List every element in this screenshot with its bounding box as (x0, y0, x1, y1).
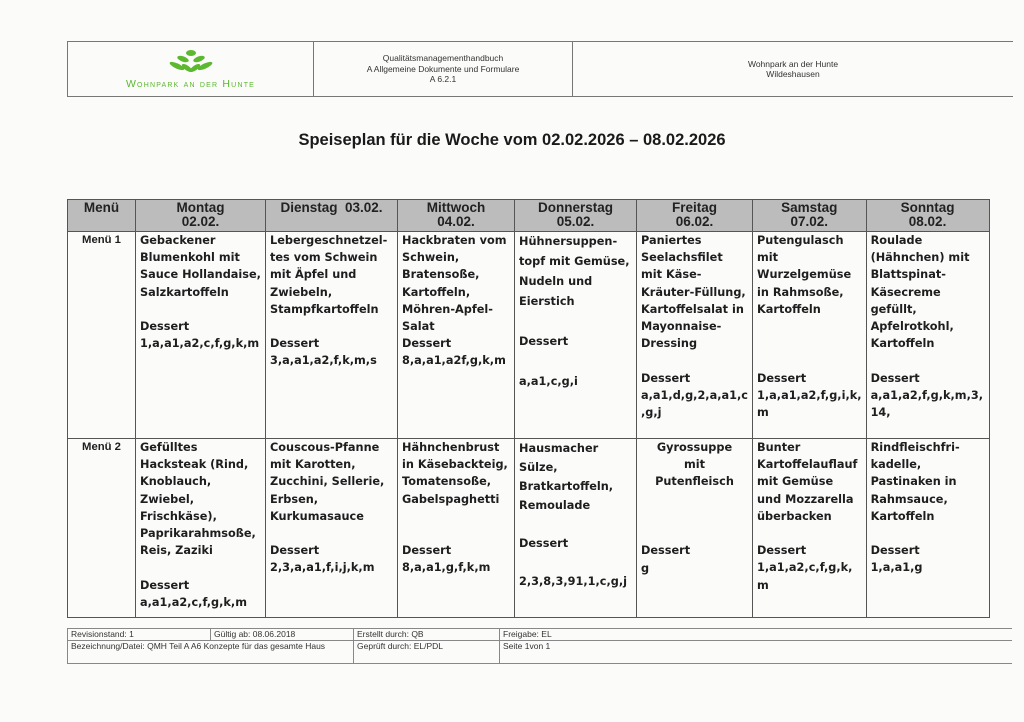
dish-text: Paniertes Seelachsfilet mit Käse- Kräuter-Füllung, Kartoffelsalat in Mayonnaise- Dressing Dessert a,a1,d,g,2,a,a1,c ,g,j (641, 234, 748, 420)
revision-status: Revisionstand: 1 (67, 629, 210, 640)
day-header-wednesday: Mittwoch 04.02. (398, 200, 515, 232)
dish-text: Roulade (Hähnchen) mit Blattspinat- Käsecreme gefüllt, Apfelrotkohl, Kartoffeln Dessert a,a1,a2,f,g,k,m,3, 14, (870, 234, 984, 420)
document-footer (67, 628, 1012, 664)
menu-cell (637, 232, 753, 439)
corner-header: Menü (68, 200, 136, 232)
facility-info (573, 42, 1013, 96)
day-header-thursday: Donnerstag 05.02. (515, 200, 637, 232)
dish-text: Rindfleischfri- kadelle, Pastinaken in Rahmsauce, Kartoffeln Dessert 1,a,a1,g (870, 441, 960, 575)
dish-text: Putengulasch mit Wurzelgemüse in Rahmsoße, Kartoffeln Dessert 1,a,a1,a2,f,g,i,k, m (757, 234, 862, 420)
handbook-title: Qualitätsmanagementhandbuch (382, 53, 504, 64)
dish-text: Couscous-Pfanne mit Karotten, Zucchini, Sellerie, Erbsen, Kurkumasauce Dessert 2,3,a,a1,f,i,j,k,m (270, 441, 385, 575)
day-header-sunday: Sonntag 08.02. (866, 200, 989, 232)
table-row-menu-2 (68, 439, 990, 618)
dessert-text: Dessert g (641, 544, 691, 575)
handbook-section: A Allgemeine Dokumente und Formulare (366, 63, 520, 74)
menu-cell (398, 439, 515, 618)
dish-text: Bunter Kartoffelauflauf mit Gemüse und Mozzarella überbacken Dessert 1,a1,a2,c,f,g,k, m (757, 441, 858, 592)
dish-text: Lebergeschnetzel- tes vom Schwein mit Äpfel und Zwiebeln, Stampfkartoffeln Dessert 3,a,a1,a2,f,k,m,s (270, 234, 388, 368)
handbook-code: A 6.2.1 (429, 74, 457, 85)
menu-cell (515, 232, 637, 439)
logo-text: Wohnpark an der Hunte (125, 77, 256, 90)
day-header-friday: Freitag 06.02. (637, 200, 753, 232)
menu-cell (136, 439, 266, 618)
footer-row (67, 641, 1012, 664)
dish-text: Gefülltes Hacksteak (Rind, Knoblauch, Zwiebel, Frischkäse), Paprikarahmsoße, Reis, Zaziki Dessert a,a1,a2,c,f,g,k,m (140, 441, 256, 609)
facility-name: Wohnpark an der Hunte (747, 58, 839, 69)
document-header (67, 41, 1013, 97)
wohnpark-logo-icon (165, 49, 217, 77)
release: Freigabe: EL (499, 629, 1012, 640)
dish-text: Hähnchenbrust in Käsebackteig, Tomatensoße, Gabelspaghetti Dessert 8,a,a1,g,f,k,m (402, 441, 508, 575)
menu-cell (266, 439, 398, 618)
page-number: Seite 1von 1 (499, 641, 1012, 663)
day-header-monday: Montag 02.02. (136, 200, 266, 232)
dish-text: Gebackener Blumenkohl mit Sauce Hollandaise, Salzkartoffeln Dessert 1,a,a1,a2,c,f,g,k,m (140, 234, 261, 351)
dish-text: Hackbraten vom Schwein, Bratensoße, Kartoffeln, Möhren-Apfel- Salat Dessert 8,a,a1,a2f,g,k,m (402, 234, 507, 368)
menu-cell (398, 232, 515, 439)
row-label: Menü 2 (68, 439, 136, 618)
checked-by: Geprüft durch: EL/PDL (353, 641, 499, 663)
dish-text: Gyrossuppe mit Putenfleisch (655, 441, 734, 489)
menu-cell (266, 232, 398, 439)
dish-text: Hausmacher Sülze, Bratkartoffeln, Remoulade Dessert 2,3,8,3,91,1,c,g,j (519, 442, 628, 588)
handbook-reference (314, 42, 573, 96)
footer-row (67, 628, 1012, 641)
menu-cell (866, 232, 989, 439)
menu-cell (753, 232, 867, 439)
menu-cell (753, 439, 867, 618)
table-row-menu-1 (68, 232, 990, 439)
menu-cell (515, 439, 637, 618)
menu-cell (136, 232, 266, 439)
menu-cell (637, 439, 753, 618)
day-header-tuesday: Dienstag 03.02. (266, 200, 398, 232)
menu-cell (866, 439, 989, 618)
created-by: Erstellt durch: QB (353, 629, 499, 640)
menu-plan-table (67, 199, 990, 618)
valid-from: Gültig ab: 08.06.2018 (210, 629, 353, 640)
dish-text: Hühnersuppen- topf mit Gemüse, Nudeln und Eierstich Dessert a,a1,c,g,i (519, 235, 630, 388)
page-title: Speiseplan für die Woche vom 02.02.2026 – 08.02.2026 (298, 131, 726, 149)
facility-city: Wildeshausen (766, 69, 820, 79)
day-header-saturday: Samstag 07.02. (753, 200, 867, 232)
table-header-row (68, 200, 990, 232)
designation: Bezeichnung/Datei: QMH Teil A A6 Konzepte für das gesamte Haus (67, 641, 353, 663)
logo-cell (68, 42, 314, 96)
row-label: Menü 1 (68, 232, 136, 439)
